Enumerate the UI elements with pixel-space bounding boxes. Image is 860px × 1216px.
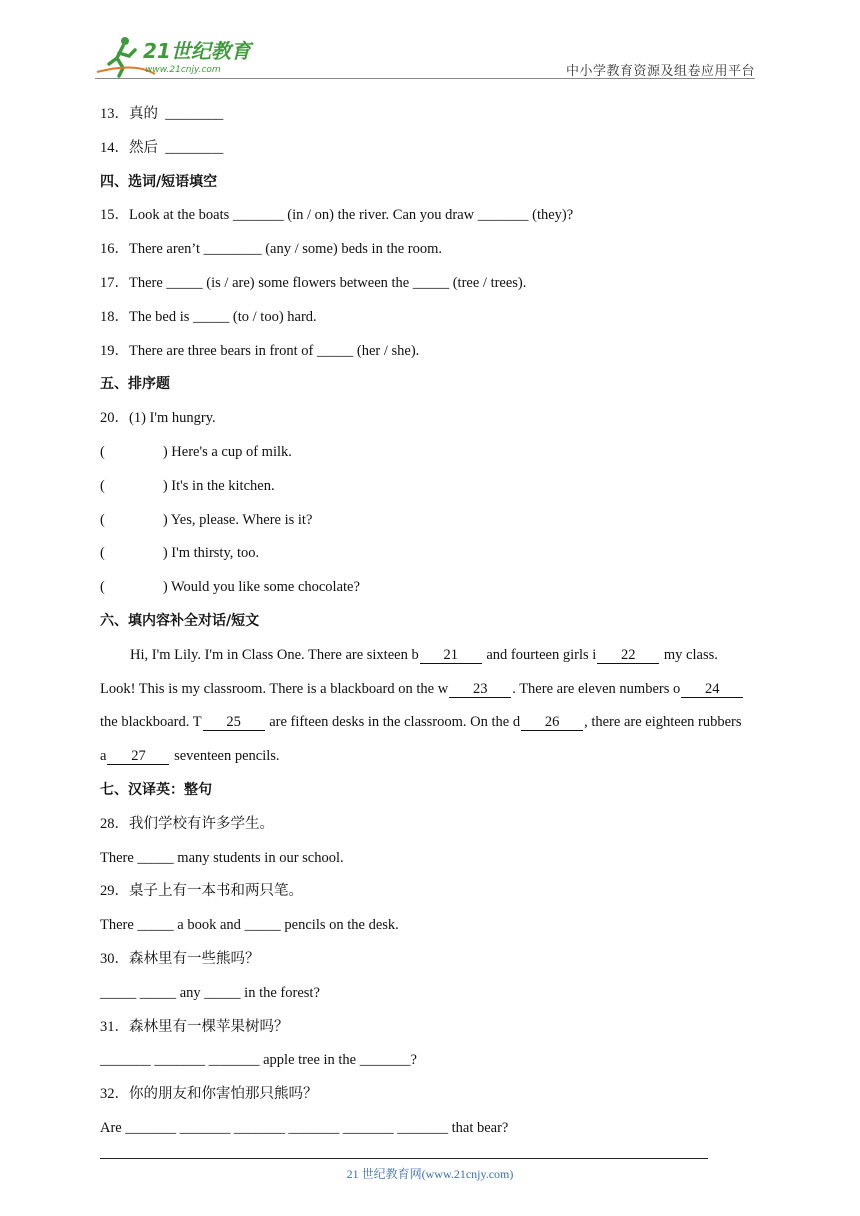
question-number: 31． [100, 1018, 129, 1035]
blank-26: 26 [521, 714, 583, 731]
passage-text: my class. [660, 646, 718, 663]
blank-21: 21 [420, 647, 482, 664]
question-number: 32． [100, 1086, 129, 1103]
passage-text: the blackboard. T [100, 714, 202, 731]
question-line [100, 808, 760, 842]
section-heading: 六、填内容补全对话/短文 [100, 612, 260, 629]
passage-line [100, 639, 760, 673]
question-line [100, 98, 760, 132]
question-line [100, 335, 760, 369]
answer-paren: ( [100, 545, 105, 562]
ordering-text: ) It's in the kitchen. [162, 477, 275, 494]
footer-text: 21 世纪教育网(www.21cnjy.com) [346, 1167, 514, 1181]
ordering-text: ) Here's a cup of milk. [162, 443, 292, 460]
question-line [100, 875, 760, 909]
answer-line: There _____ a book and _____ pencils on the desk. [100, 917, 399, 934]
blank-27: 27 [107, 748, 169, 765]
question-line [100, 199, 760, 233]
question-text: 森林里有一些熊吗？ [129, 950, 260, 967]
answer-paren: ( [100, 579, 105, 596]
section-heading: 五、排序题 [100, 376, 170, 393]
ordering-item [100, 504, 760, 538]
header-divider [95, 78, 755, 79]
answer-paren: ( [100, 477, 105, 494]
question-text: 你的朋友和你害怕那只熊吗？ [129, 1086, 318, 1103]
site-logo [95, 34, 265, 78]
passage-text: . There are eleven numbers o [512, 680, 681, 697]
question-line [100, 233, 760, 267]
question-text: 我们学校有许多学生。 [129, 815, 274, 832]
question-text: There aren’t ________ (any / some) beds in the room. [129, 241, 443, 258]
question-line [100, 132, 760, 166]
footer-divider [100, 1158, 708, 1159]
passage-line [100, 706, 760, 740]
passage-text: seventeen pencils. [170, 748, 280, 765]
question-text: 桌子上有一本书和两只笔。 [129, 883, 303, 900]
question-text: The bed is _____ (to / too) hard. [129, 308, 317, 325]
question-text: 森林里有一棵苹果树吗？ [129, 1018, 289, 1035]
answer-line: Are _______ _______ _______ _______ _______ _______ that bear? [100, 1119, 509, 1136]
question-line [100, 1011, 760, 1045]
platform-name: 中小学教育资源及组卷应用平台 [565, 64, 755, 79]
answer-line: _____ _____ any _____ in the forest? [100, 984, 320, 1001]
logo-wordmark: 21世纪教育 [143, 39, 251, 63]
ordering-item [100, 470, 760, 504]
section-heading: 四、选词/短语填空 [100, 173, 218, 190]
question-text: There are three bears in front of _____ (her / she). [129, 342, 420, 359]
question-line [100, 1078, 760, 1112]
page-header [95, 30, 755, 80]
ordering-text: ) I'm thirsty, too. [162, 545, 260, 562]
question-text: There _____ (is / are) some flowers between the _____ (tree / trees). [129, 274, 527, 291]
question-line [100, 402, 760, 436]
blank-22: 22 [597, 647, 659, 664]
passage-line [100, 673, 760, 707]
answer-line: _______ _______ _______ apple tree in the _______? [100, 1052, 417, 1069]
passage-text: , there are eighteen rubbers [584, 714, 742, 731]
ordering-item [100, 571, 760, 605]
passage-text: Look! This is my classroom. There is a blackboard on the w [100, 680, 449, 697]
question-number: 28． [100, 815, 129, 832]
question-text: 真的 ________ [129, 106, 224, 122]
question-number: 14． [100, 139, 129, 156]
question-number: 13． [100, 106, 129, 122]
ordering-item [100, 436, 760, 470]
question-number: 17． [100, 274, 129, 291]
question-number: 20． [100, 410, 129, 427]
worksheet-body [100, 98, 760, 1146]
question-number: 15． [100, 207, 129, 224]
answer-line: There _____ many students in our school. [100, 849, 344, 866]
blank-25: 25 [203, 714, 265, 731]
question-line [100, 267, 760, 301]
answer-paren: ( [100, 443, 105, 460]
blank-23: 23 [449, 681, 511, 698]
logo-url: www.21cnjy.com [145, 65, 221, 75]
passage-text: and fourteen girls i [482, 646, 597, 663]
ordering-text: ) Yes, please. Where is it? [162, 511, 313, 528]
question-number: 19． [100, 342, 129, 359]
question-number: 30． [100, 950, 129, 967]
passage-text: are fifteen desks in the classroom. On the d [265, 714, 521, 731]
section-heading: 七、汉译英：整句 [100, 781, 212, 798]
question-number: 29． [100, 883, 129, 900]
answer-paren: ( [100, 511, 105, 528]
blank-24: 24 [681, 681, 743, 698]
question-line [100, 301, 760, 335]
passage-text: a [100, 748, 107, 765]
passage-text: Hi, I'm Lily. I'm in Class One. There are sixteen b [130, 646, 419, 663]
passage-line [100, 740, 760, 774]
question-line [100, 943, 760, 977]
question-number: 16． [100, 241, 129, 258]
ordering-item [100, 537, 760, 571]
question-number: 18． [100, 308, 129, 325]
question-text: (1) I'm hungry. [129, 410, 216, 427]
ordering-text: ) Would you like some chocolate? [162, 579, 360, 596]
question-text: 然后 ________ [129, 139, 224, 156]
question-text: Look at the boats _______ (in / on) the river. Can you draw _______ (they)? [129, 207, 574, 224]
